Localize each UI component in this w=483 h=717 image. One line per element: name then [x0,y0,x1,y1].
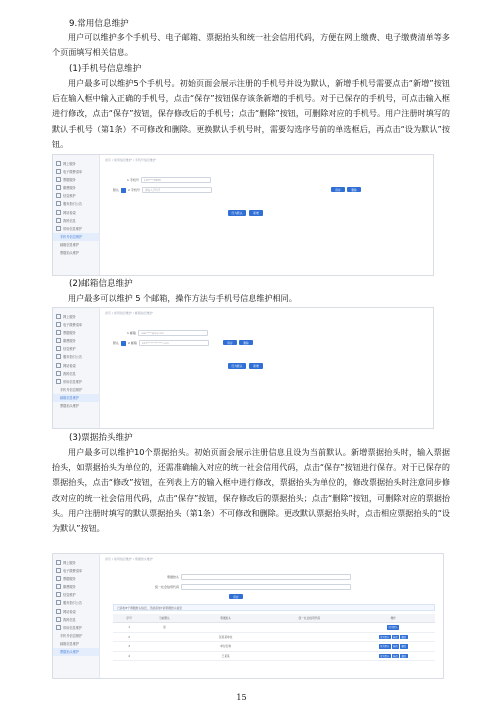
column-header: 序号 [113,614,145,623]
sidebar-item[interactable]: 缴费服务 [53,337,99,345]
invoice-title-row: 票据抬头 [153,574,351,580]
column-header: 统一社会信用代码 [268,614,352,623]
table-header-row [113,614,435,623]
email-input-2[interactable]: 163************.com [139,340,209,346]
info-notice: 已添加3个票据抬头信息，还能添加7条票据抬头信息 [113,604,435,611]
delete-button[interactable]: 删除 [401,655,407,659]
delete-button[interactable]: 删除 [401,635,407,639]
phone-row-1: 1 手机号 138****8888 [127,177,211,183]
menu-icon [56,617,61,622]
menu-icon [56,560,61,565]
default-radio[interactable] [121,188,126,193]
sidebar [53,308,100,428]
email-screenshot [52,307,434,429]
row-actions [351,632,435,642]
set-default-button[interactable]: 设为默认 [388,626,398,630]
sidebar-item[interactable]: 信息维护 [53,591,99,599]
sidebar-item[interactable]: 票据服务 [53,328,99,336]
column-header: 当前默认 [145,614,184,623]
breadcrumb: 首页 / 常用信息维护 / 手机号信息维护 [105,158,156,162]
save-button[interactable]: 保存 [229,594,243,599]
add-button[interactable]: 新增 [249,210,263,216]
phone-screenshot [52,154,434,276]
sidebar-item[interactable]: 网上服务 [53,312,99,320]
sidebar-item[interactable]: 网站检索 [53,361,99,369]
set-default-button[interactable]: 设为默认 [228,210,246,216]
menu-icon [56,218,61,223]
invoice-screenshot [52,553,444,679]
breadcrumb: 首页 / 常用信息维护 / 票据抬头维护 [105,557,153,561]
menu-icon [56,226,61,231]
sidebar-item[interactable]: 信息维护 [53,192,99,200]
menu-icon [56,609,61,614]
menu-icon [56,322,61,327]
menu-icon [56,346,61,351]
edit-button[interactable]: 修改 [393,635,398,639]
delete-button[interactable]: 删除 [401,645,407,649]
sidebar-item[interactable]: 电子缴费清单 [53,566,99,574]
sidebar-item[interactable]: 我的信息 [53,615,99,623]
save-button[interactable]: 保存 [331,187,345,192]
invoice-section-title: (3)票据抬头维护 [69,433,133,443]
sidebar-subitem-invoice[interactable]: 票据抬头维护 [53,648,99,656]
sidebar-item[interactable]: 我的信息 [53,369,99,377]
sidebar-subitem-phone[interactable]: 手机号信息维护 [60,634,83,639]
menu-icon [56,568,61,573]
row-actions [351,651,435,661]
phone-row-2: 默认 2 手机号 请输入手机号 [113,187,212,193]
column-header: 票据抬头 [184,614,268,623]
sidebar-subitem-invoice[interactable]: 票据抬头维护 [60,251,80,256]
sidebar-item[interactable]: 常用信息维护 [53,623,99,631]
table-row: 3 单位名称 设为默认 修改 删除 [113,642,435,652]
section-title: 9.常用信息维护 [69,19,129,29]
email-section-title: (2)邮箱信息维护 [69,279,133,289]
phone-input-2[interactable]: 请输入手机号 [142,187,212,193]
menu-icon [56,338,61,343]
page-number: 15 [236,693,247,702]
menu-icon [56,210,61,215]
menu-icon [56,371,61,376]
sidebar-item[interactable]: 网站检索 [53,208,99,216]
set-default-button[interactable]: 设为默认 [380,655,390,659]
sidebar-item[interactable]: 服务指引公告 [53,200,99,208]
sidebar-item[interactable]: 网站检索 [53,607,99,615]
menu-icon [56,584,61,589]
set-default-button[interactable]: 设为默认 [380,635,390,639]
menu-icon [56,161,61,166]
set-default-button[interactable]: 设为默认 [380,645,390,649]
sidebar-item[interactable]: 票据服务 [53,175,99,183]
menu-icon [56,201,61,206]
sidebar-item[interactable]: 常用信息维护 [53,224,99,232]
sidebar-item[interactable]: 缴费服务 [53,583,99,591]
intro-paragraph: 用户可以维护多个手机号、电子邮箱、票据抬头和统一社会信用代码，方便在网上缴费、电子缴费清单等多个页面填写相关信息。 [52,32,450,58]
menu-icon [56,576,61,581]
save-button[interactable]: 保存 [223,340,237,345]
sidebar-item[interactable]: 网上服务 [53,159,99,167]
sidebar-item[interactable]: 常用信息维护 [53,377,99,385]
email-row-2: 默认 2 邮箱 163************.com [113,340,209,346]
credit-code-input[interactable] [181,584,351,590]
invoice-table [113,614,435,661]
invoice-title-input[interactable] [181,574,351,580]
email-paragraph: 用户最多可以维护 5 个邮箱，操作方法与手机号信息维护相同。 [68,293,297,303]
sidebar-subitem-email[interactable]: 邮箱信息维护 [60,642,80,647]
sidebar-subitem-email[interactable]: 邮箱信息维护 [60,243,80,248]
email-input-1[interactable]: user****@qq.com [138,330,208,336]
delete-button[interactable]: 删除 [239,340,253,345]
edit-button[interactable]: 修改 [393,655,398,659]
table-row: 1 是 设为默认 [113,623,435,633]
row-actions [351,642,435,652]
menu-icon [56,379,61,384]
sidebar-item[interactable]: 服务指引公告 [53,353,99,361]
menu-icon [56,600,61,605]
sidebar [53,554,100,678]
table-row: 4 王某某 设为默认 修改 删除 [113,651,435,661]
table-row: 2 张某某单位 设为默认 修改 删除 [113,632,435,642]
menu-icon [56,363,61,368]
email-row-1: 1 邮箱 user****@qq.com [127,330,208,336]
menu-icon [56,169,61,174]
invoice-paragraph: 用户最多可以维护10个票据抬头。初始页面会展示注册信息且设为当前默认。新增票据抬头时，输入票据抬头，如票据抬头为单位的，还需准确输入对应的统一社会信用代码，点击“保存”按钮进行保存。对于已保存的票据抬头，点击“修改”按钮，在列表上方的输入框中进行修改，票据抬头为单位的，修改票据抬头时注意同步修改对应的统一社会信用代码，点击“保存”按钮，保存修改后的票据抬头；点击“删除”按钮，可删除对应的票据抬头。用户注册时填写的默认票据抬头（第1条）不可修改和删除。更改默认票据抬头时，点击相应票据抬头的“设为默认”按钮。 [52,447,450,534]
phone-section-title: (1)手机号信息维护 [69,64,142,74]
menu-icon [56,185,61,190]
sidebar-item[interactable]: 缴费服务 [53,184,99,192]
menu-icon [56,314,61,319]
set-default-button[interactable]: 设为默认 [228,363,246,369]
sidebar-item[interactable]: 信息维护 [53,345,99,353]
menu-icon [56,193,61,198]
row-actions [351,623,435,633]
credit-code-row: 统一社会信用代码 [153,584,351,590]
sidebar-item[interactable]: 服务指引公告 [53,599,99,607]
menu-icon [56,625,61,630]
sidebar-item[interactable]: 我的信息 [53,216,99,224]
sidebar-subitem-invoice[interactable]: 票据抬头维护 [60,404,80,409]
column-header: 操作 [351,614,435,623]
phone-input-1[interactable]: 138****8888 [141,177,211,183]
menu-icon [56,592,61,597]
sidebar-subitem-email[interactable]: 邮箱信息维护 [53,394,99,402]
phone-paragraph: 用户最多可以维护5个手机号。初始页面会展示注册的手机号并设为默认，新增手机号需要点击“新增”按钮后在输入框中输入正确的手机号，点击“保存”按钮保存该条新增的手机号。对于已保存的手机号，可点击输入框进行修改，点击“保存”按钮，保存修改后的手机号；点击“删除”按钮，可删除对应的手机号。用户注册时填写的默认手机号（第1条）不可修改和删除。更换默认手机号时，需要勾选序号前的单选框后，再点击“设为默认”按钮。 [52,78,450,149]
edit-button[interactable]: 修改 [393,645,398,649]
sidebar-item[interactable]: 电子缴费清单 [53,320,99,328]
menu-icon [56,354,61,359]
menu-icon [56,177,61,182]
sidebar-subitem-phone[interactable]: 手机号信息维护 [60,388,83,393]
sidebar-subitem-phone[interactable]: 手机号信息维护 [53,233,99,241]
sidebar-item[interactable]: 电子缴费清单 [53,167,99,175]
sidebar-item[interactable]: 网上服务 [53,558,99,566]
delete-button[interactable]: 删除 [347,187,361,192]
breadcrumb: 首页 / 常用信息维护 / 邮箱信息维护 [105,311,153,315]
add-button[interactable]: 新增 [249,363,263,369]
default-radio[interactable] [121,341,126,346]
sidebar [53,155,100,275]
menu-icon [56,330,61,335]
sidebar-item[interactable]: 票据服务 [53,574,99,582]
